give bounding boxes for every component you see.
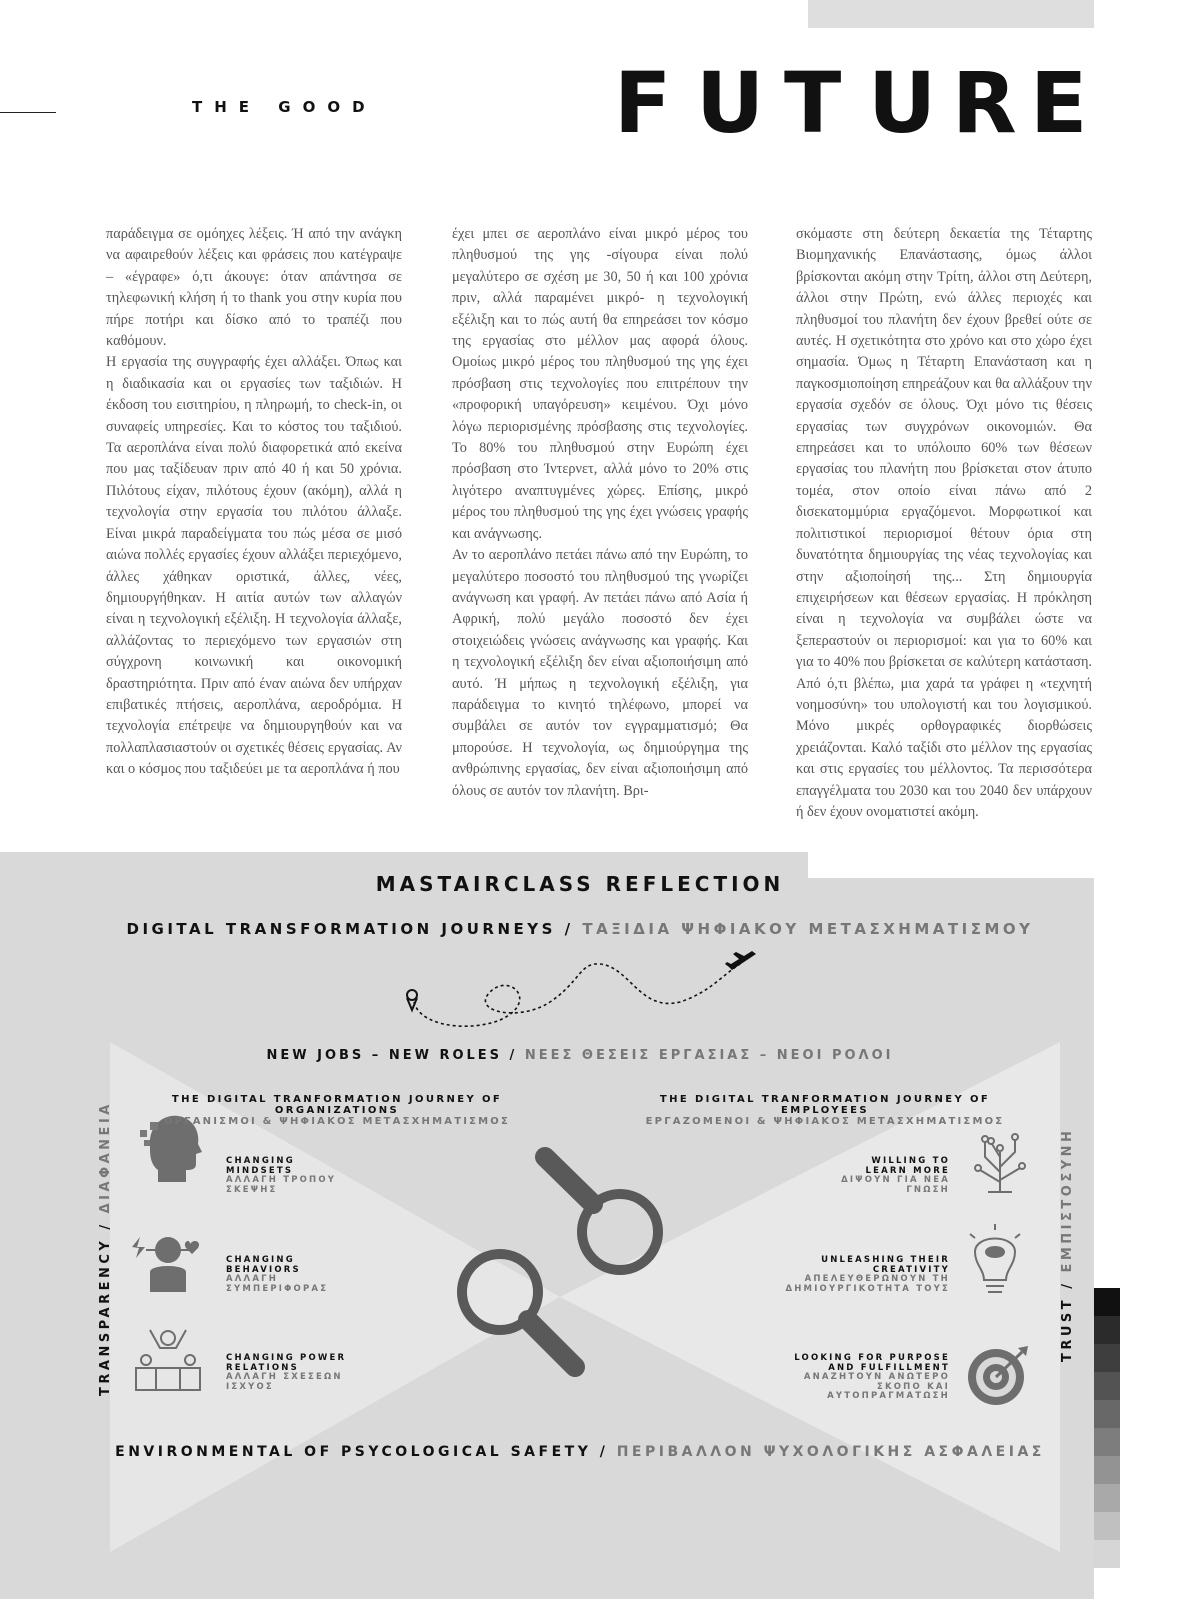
article-column-2 [452, 224, 748, 802]
subtitle-en: DIGITAL TRANSFORMATION JOURNEYS / [126, 920, 574, 938]
emp-journey-en: THE DIGITAL TRANFORMATION JOURNEY OF EMPLOYEES [659, 1094, 991, 1116]
travel-path [407, 951, 756, 1026]
infographic-graphics [0, 852, 1094, 1599]
airplane-icon [725, 951, 756, 970]
left-item-behaviors [226, 1256, 356, 1294]
item-gr: ΑΛΛΑΓΗ ΤΡΟΠΟΥ ΣΚΕΨΗΣ [226, 1175, 337, 1195]
footer-en: ENVIRONMENTAL OF PSYCOLOGICAL SAFETY / [115, 1444, 609, 1460]
future-letter: T [784, 54, 842, 140]
new-jobs-heading [0, 1048, 1160, 1063]
swatch [1094, 1456, 1120, 1484]
future-title [612, 48, 1098, 140]
future-letter: U [868, 54, 937, 140]
item-gr: ΑΠΕΛΕΥΘΕΡΩΝΟΥΝ ΤΗ ΔΗΜΙΟΥΡΓΙΚΟΤΗΤΑ ΤΟΥΣ [785, 1274, 950, 1294]
paragraph: Η εργασία της συγγραφής έχει αλλάξει. Όπως και η διαδικασία και οι εργασίες των ταξιδιών. Η έκδοση του εισιτηρίου, η πληρωμή, το check-in, οι συναφείς υπηρεσίες. Και το κόστος του ταξιδιού. Τα αεροπλάνα είναι πολύ διαφορετικά από εκείνα που μας ταξίδευαν πριν από 40 ή και 50 χρόνια. Πιλότους είχαν, πιλότους έχουν (ακόμη), αλλά η τεχνολογία στην εργασία του πιλότου άλλαξε. Είναι μικρά παραδείγματα του πώς μέσα σε μισό αιώνα πολλές εργασίες έχουν αλλάξει περιεχόμενο, άλλες χάθηκαν οριστικά, άλλες, νέες, δημιουργήθηκαν. Η αιτία αυτών των αλλαγών είναι η τεχνολογική εξέλιξη. Η τεχνολογία άλλαξε, αλλάζοντας το περιεχόμενο των εργασιών στη σύγχρονη κοινωνική και οικονομική δραστηριότητα. Πριν από έναν αιώνα δεν υπήρχαν επιβατικές πτήσεις, αεροπλάνα, αεροδρόμια. Η τεχνολογία επέτρεψε να δημιουργηθούν και να πολλαπλασιαστούν οι σχετικές θέσεις εργασίας. Αν και ο κόσμος που ταξιδεύει με τα αεροπλάνα ή που [106, 354, 402, 778]
swatch [1094, 1288, 1120, 1316]
paragraph: Αν το αεροπλάνο πετάει πάνω από την Ευρώπη, το μεγαλύτερο ποσοστό του πληθυσμού της γνωρίζει ανάγνωση και γραφή. Αν πετάει πάνω από Ασία ή Αφρική, πολύ μεγάλο ποσοστό δεν έχει στοιχειώδεις γνώσεις ανάγνωσης και γραφής. Και η τεχνολογική εξέλιξη δεν είναι αξιοποιήσιμη από αυτό. Ή μήπως η τεχνολογική εξέλιξη, για παράδειγμα το κινητό τηλέφωνο, μπορεί να συμβάλει σε αυτόν τον εγγραμματισμό; Θα μπορούσε. Η τεχνολογία, ως δημιούργημα της ανθρώπινης εργασίας, δεν είναι αξιοποιήσιμη από όλους σε αυτόν τον πλανήτη. Βρι- [452, 547, 748, 799]
infographic-title: MASTAIRCLASS REFLECTION [375, 872, 785, 896]
article-column-3 [796, 224, 1092, 823]
future-letter: E [1030, 54, 1088, 140]
new-jobs-en: NEW JOBS – NEW ROLES / [266, 1048, 518, 1063]
infographic-subtitle [0, 920, 1160, 938]
transparency-en: TRANSPARENCY / [98, 1221, 113, 1396]
item-en: CHANGING POWER RELATIONS [226, 1353, 347, 1373]
org-journey-gr: ΟΡΓΑΝΙΣΜΟΙ & ΨΗΦΙΑΚΟΣ ΜΕΤΑΣΧΗΜΑΤΙΣΜΟΣ [163, 1116, 511, 1127]
org-journey-en: THE DIGITAL TRANFORMATION JOURNEY OF ORGANIZATIONS [171, 1094, 503, 1116]
item-en: LOOKING FOR PURPOSE AND FULFILLMENT [794, 1353, 950, 1373]
swatch [1094, 1540, 1120, 1568]
paragraph: σκόμαστε στη δεύτερη δεκαετία της Τέταρτης Βιομηχανικής Επανάστασης, όμως άλλοι βρίσκονται ακόμη στην Τρίτη, άλλοι στη Δεύτερη, άλλοι στην Πρώτη, ενώ άλλες περιοχές και πληθυσμοί του πλανήτη δεν έχουν βρεθεί ούτε σε αυτές. Η σχετικότητα στο χρόνο και στο χώρο έχει σημασία. Όμως η Τέταρτη Επανάσταση και η παγκοσμιοποίηση επηρεάζουν και θα αλλάξουν την εργασία σχεδόν σε όλους. Όχι μόνο τις θέσεις εργασίας των συγχρόνων οικονομιών. Θα επηρεάσει και το υπόλοιπο 60% των θέσεων εργασίας του πλανήτη που βρίσκεται στον άτυπο τομέα, στον οποίο είναι πάνω από 2 δισεκατομμύρια εργαζόμενοι. Μορφωτικοί και πολιτιστικοί περιορισμοί θέτουν όρια στη δυνατότητα δημιουργίας της νέας τεχνολογίας και στην αξιοποίησή της... Στη δημιουργία επιχειρήσεων και θέσεων εργασίας. Η πρόκληση είναι η τεχνολογία να συμβάλει ώστε να ξεπεραστούν οι περιορισμοί: και για το 60% και για το 40% που βρίσκεται σε καλύτερη κατάσταση. Από ό,τι βλέπω, μια χαρά τα γράφει η «τεχνητή νοημοσύνη» του υπολογιστή και του λογισμικού. Μόνο μικρές ορθογραφικές διορθώσεις χρειάζονται. Καλό ταξίδι στο μέλλον της εργασίας και στις εργασίες του μέλλοντος. Τα περισσότερα επαγγέλματα του 2030 και του 2040 δεν υπάρχουν ή δεν έχουν ονοματιστεί ακόμη. [796, 226, 1092, 820]
psychological-safety-footer [0, 1444, 1160, 1460]
trust-en: TRUST / [1060, 1280, 1075, 1362]
header-kicker: THE GOOD [192, 98, 377, 116]
item-en: CHANGING BEHAVIORS [226, 1255, 301, 1275]
swatch [1094, 1316, 1120, 1344]
swatch [1094, 1372, 1120, 1400]
item-en: UNLEASHING THEIR CREATIVITY [821, 1255, 950, 1275]
infographic-panel [0, 852, 1094, 1599]
trust-gr: ΕΜΠΙΣΤΟΣΥΝΗ [1060, 1127, 1075, 1273]
swatch [1094, 1344, 1120, 1372]
future-letter: U [696, 54, 765, 140]
location-pin-icon [407, 990, 417, 1000]
transparency-gr: ΔΙΑΦΑΝΕΙΑ [98, 1101, 113, 1214]
future-letter: R [952, 54, 1017, 140]
future-letter: F [614, 54, 672, 140]
left-item-power [226, 1354, 356, 1392]
emp-journey-heading [620, 1094, 1030, 1127]
left-item-mindsets [226, 1157, 356, 1195]
right-item-creativity [760, 1256, 950, 1294]
item-gr: ΑΛΛΑΓΗ ΣΧΕΣΕΩΝ ΙΣΧΥΟΣ [226, 1372, 343, 1392]
item-en: WILLING TO LEARN MORE [865, 1156, 950, 1176]
emp-journey-gr: ΕΡΓΑΖΟΜΕΝΟΙ & ΨΗΦΙΑΚΟΣ ΜΕΤΑΣΧΗΜΑΤΙΣΜΟΣ [645, 1116, 1005, 1127]
item-gr: ΑΛΛΑΓΗ ΣΥΜΠΕΡΙΦΟΡΑΣ [226, 1274, 329, 1294]
top-gray-bar [808, 0, 1094, 28]
swatch [1094, 1400, 1120, 1428]
header-rule [0, 112, 56, 113]
right-item-learn [840, 1157, 950, 1195]
dotted-route [414, 964, 740, 1026]
trust-label [1060, 1128, 1075, 1362]
article-column-1 [106, 224, 402, 781]
swatch [1094, 1428, 1120, 1456]
item-gr: ΑΝΑΖΗΤΟΥΝ ΑΝΩΤΕΡΟ ΣΚΟΠΟ ΚΑΙ ΑΥΤΟΠΡΑΓΜΑΤΩΣΗ [803, 1372, 950, 1402]
swatch [1094, 1484, 1120, 1512]
paragraph: έχει μπει σε αεροπλάνο είναι μικρό μέρος του πληθυσμού της γης -σίγουρα είναι πολύ μεγαλύτερο σε σχέση με 30, 50 ή και 100 χρόνια πριν, αλλά παραμένει μικρό- η τεχνολογική εξέλιξη και το πώς αυτή θα επηρεάσει τον κόσμο της εργασίας στο μέλλον μας αφορά όλους. Ομοίως μικρό μέρος του πληθυσμού της γης έχει πρόσβαση στις τεχνολογίες που επιτρέπουν την «προφορική υπαγόρευση» κειμένου. Όχι μόνο λόγω περιορισμένης πρόσβασης στις τεχνολογίες. Το 80% του πληθυσμού στην Ευρώπη έχει πρόσβαση στο Ίντερνετ, αλλά μόνο το 20% στις λιγότερο αναπτυγμένες χώρες. Επίσης, μικρό μέρος του πληθυσμού της γης έχει γνώσεις γραφής και ανάγνωσης. [452, 226, 748, 542]
swatch [1094, 1512, 1120, 1540]
item-gr: ΔΙΨΟΥΝ ΓΙΑ ΝΕΑ ΓΝΩΣΗ [841, 1175, 950, 1195]
item-en: CHANGING MINDSETS [226, 1156, 295, 1176]
paragraph: παράδειγμα σε ομόηχες λέξεις. Ή από την ανάγκη να αφαιρεθούν λέξεις και φράσεις που κατέγραψε – «έγραφε» ό,τι άκουγε: όταν απάντησα σε τηλεφωνική κλήση ή το thank you στην κυρία που πήρε ποτήρι και δίσκο από το τραπέζι που καθόμουν. [106, 226, 402, 350]
org-journey-heading [112, 1094, 562, 1127]
footer-gr: ΠΕΡΙΒΑΛΛΟΝ ΨΥΧΟΛΟΓΙΚΗΣ ΑΣΦΑΛΕΙΑΣ [616, 1444, 1045, 1460]
subtitle-gr: ΤΑΞΙΔΙΑ ΨΗΦΙΑΚΟΥ ΜΕΤΑΣΧΗΜΑΤΙΣΜΟΥ [582, 920, 1034, 938]
transparency-label [98, 1101, 113, 1396]
new-jobs-gr: ΝΕΕΣ ΘΕΣΕΙΣ ΕΡΓΑΣΙΑΣ – ΝΕΟΙ ΡΟΛΟΙ [524, 1048, 894, 1063]
right-item-purpose [780, 1354, 950, 1402]
